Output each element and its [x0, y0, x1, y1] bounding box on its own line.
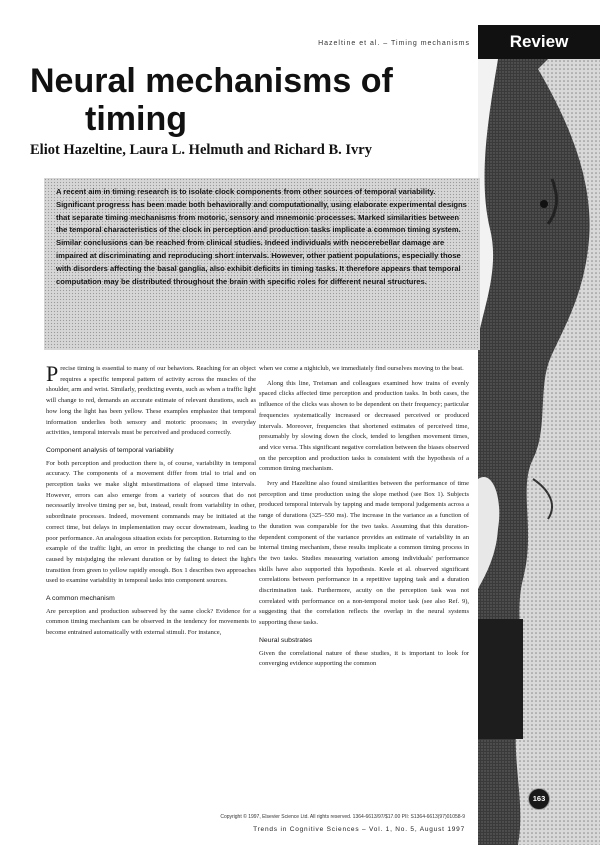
section-label: Review	[478, 25, 600, 59]
abstract: A recent aim in timing research is to isolate clock components from other sources of temporal variability. Significant progress has been made both behaviorally and computationally, using elaborate experimental designs that separate timing mechanisms from motoric, sensory and mnemonic processes. Marked similarities between the temporal characteristics of the clock in perception and production tasks implicate a common timing system. Similar conclusions can be reached from clinical studies. Indeed individuals with neocerebellar damage are impaired at discriminating and reproducing short intervals. However, other patient populations, especially those with disorders affecting the basal ganglia, also exhibit deficits in timing tasks. It therefore appears that temporal computation may be distributed throughout the brain with specific roles for different neural structures.	[44, 178, 480, 350]
sidebar-photo-panel	[478, 25, 600, 845]
title-line-2: timing	[85, 100, 187, 138]
copyright-line: Copyright © 1997, Elsevier Science Ltd. All rights reserved. 1364-6613/97/$17.00 PII: S1364-6613(97)01058-9	[220, 814, 465, 820]
running-head: Hazeltine et al. – Timing mechanisms	[318, 40, 470, 47]
authors: Eliot Hazeltine, Laura L. Helmuth and Richard B. Ivry	[30, 142, 372, 158]
drop-cap: P	[46, 361, 59, 386]
body-column-left	[46, 361, 256, 643]
page-number-badge: 163	[528, 788, 550, 810]
title-line-1: Neural mechanisms of	[30, 62, 393, 100]
paragraph: Are perception and production subserved by the same clock? Evidence for a common timing mechanism can be observed in the tendency for movements to become entrained automatically with external stimuli. For instance,	[46, 607, 256, 637]
intro-paragraph	[46, 361, 256, 439]
subheading-component-analysis: Component analysis of temporal variability	[46, 446, 174, 454]
subheading-neural-substrates: Neural substrates	[259, 636, 313, 644]
paragraph: Given the correlational nature of these studies, it is important to look for converging evidence supporting the common	[259, 649, 469, 668]
intro-text: recise timing is essential to many of our behaviors. Reaching for an object requires a specific temporal pattern of activity across the muscles of the shoulder, arm and wrist. Similarly, predicting events, such as when a traffic light will change to red, demands an accurate estimate of relevant durations, such as how long the light has been yellow. These examples emphasize that temporal information underlies both sensory and motoric processes; in everyday activities, temporal intervals must be perceived and produced correctly.	[46, 365, 256, 437]
paragraph: For both perception and production there is, of course, variability in temporal accuracy. The components of a movement differ from trial to trial and on perception tasks we make slight misestimations of elapsed time intervals. However, errors can also emerge from a variety of sources that do not necessarily involve timing per se, but, instead, result from variability in other, subordinate processes. Indeed, movement commands may be initiated at the correct time, but delays in implementation may occur downstream, leading to poor performance. An analogous situation exists for perception. Returning to the example of the traffic light, an error in predicting the change to red can be caused by misjudging the relevant duration or by failing to detect the light's transition from green to yellow rapidly enough. Box 1 describes two approaches used to examine variability in temporal tasks into component sources.	[46, 459, 256, 585]
body-column-right	[259, 364, 469, 674]
article-title	[30, 62, 470, 138]
journal-footer: Trends in Cognitive Sciences – Vol. 1, No. 5, August 1997	[253, 826, 465, 833]
paragraph: when we come a nightclub, we immediately find ourselves moving to the beat.	[259, 365, 464, 372]
paragraph: Ivry and Hazeltine also found similarities between the performance of time perception and time production using the slope method (see Box 1). Subjects produced temporal intervals by tapping and made temporal judgements across a range of durations (325–550 ms). The increase in the variance as a function of the duration was comparable for the two tasks. Assuming that this duration-dependent component of the variance provides an estimate of variability in an internal timing mechanism, these results implicate a common timing process in the two tasks. Studies measuring variation among individuals' performance skills have also supported this hypothesis. Keele et al. observed significant correlations between performance in a repetitive tapping task and a duration discrimination task. Furthermore, acuity on the perception task was not correlated with performance on a non-temporal motor task (see also Ref. 9), suggesting that the correlation reflects the overlap in the neural systems supporting these tasks.	[259, 480, 469, 627]
paragraph: Along this line, Treisman and colleagues examined how trains of evenly spaced clicks affected time perception and production tasks. In both cases, the influence of the clicks was shown to be dependent on their frequency; particular frequencies systematically increased or decreased perceived or produced intervals. Moreover, frequencies that shortened estimates of perceived time, presumably by slowing down the clock, tended to lengthen movement times, and vice versa. This significant negative correlation between the biases observed on the perception and production tasks is consistent with the hypothesis of a common timing mechanism.	[259, 379, 469, 473]
face-profile-illustration	[478, 59, 600, 845]
subheading-common-mechanism: A common mechanism	[46, 595, 115, 603]
